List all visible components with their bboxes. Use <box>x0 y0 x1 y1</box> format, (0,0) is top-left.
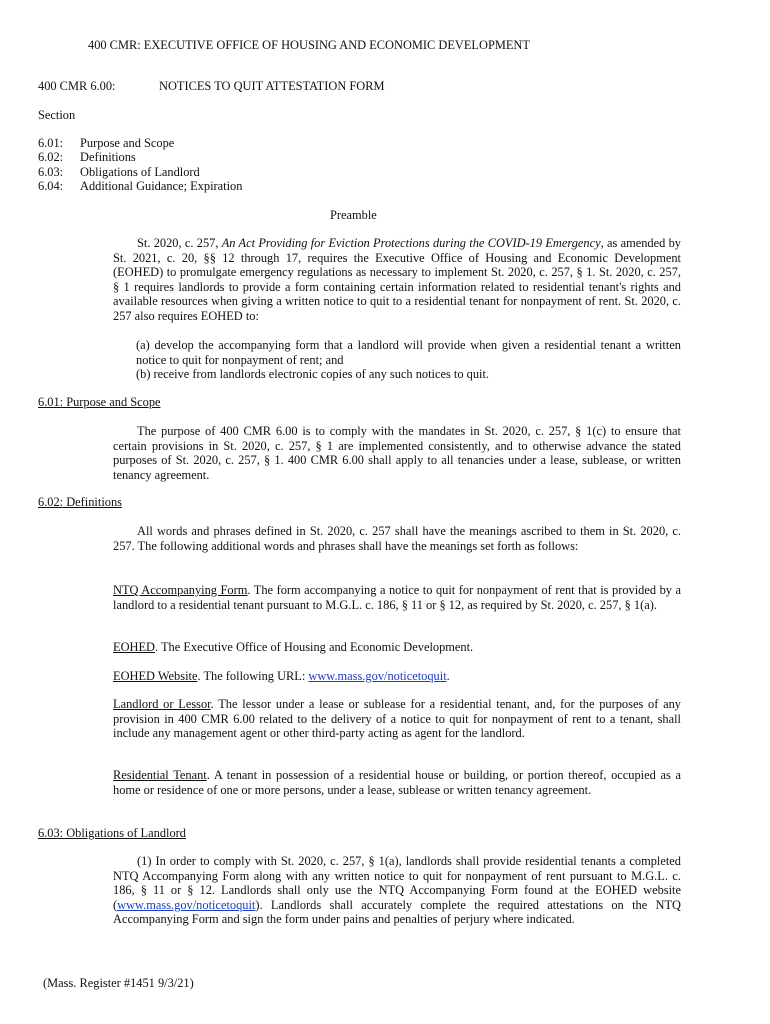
chapter-number: 400 CMR 6.00: <box>38 79 116 93</box>
chapter-title: NOTICES TO QUIT ATTESTATION FORM <box>159 79 385 93</box>
act-title: An Act Providing for Eviction Protections during the COVID-19 Emergency <box>221 236 601 250</box>
definition-term: EOHED <box>113 640 155 654</box>
noticetoquit-link[interactable]: www.mass.gov/noticetoquit <box>117 897 256 912</box>
page-footer: (Mass. Register #1451 9/3/21) <box>43 976 194 990</box>
definition-eohed: EOHED. The Executive Office of Housing and Economic Development. <box>113 640 474 654</box>
section-603-paragraph-1: (1) In order to comply with St. 2020, c. 257, § 1(a), landlords shall provide residential tenants a completed NTQ Accompanying Form along with any written notice to quit for nonpayment of rent pursuant to M.G.L. c. 186, § 11 or § 12. Landlords shall only use the NTQ Accompanying Form found at the EOHED website (www.mass.gov/noticetoquit). Landlords shall accurately complete the required attestations on the NTQ Accompanying Form and sign the form under pains and penalties of perjury where indicated. <box>113 854 681 927</box>
toc-title: Definitions <box>80 150 136 164</box>
running-header: 400 CMR: EXECUTIVE OFFICE OF HOUSING AND ECONOMIC DEVELOPMENT <box>88 38 530 52</box>
definition-eohed-website: EOHED Website. The following URL: www.mass.gov/noticetoquit. <box>113 669 450 683</box>
definition-residential-tenant: Residential Tenant. A tenant in possession of a residential house or building, or portion thereof, occupied as a home or residence of one or more persons, under a lease, sublease or written tenancy agreement. <box>113 768 681 797</box>
toc-title: Purpose and Scope <box>80 136 175 150</box>
preamble-item-b: (b) receive from landlords electronic copies of any such notices to quit. <box>136 367 490 381</box>
toc-num: 6.01: <box>38 136 64 150</box>
section-601-heading: 6.01: Purpose and Scope <box>38 395 161 409</box>
definition-term: NTQ Accompanying Form <box>113 583 248 597</box>
toc-title: Obligations of Landlord <box>80 165 200 179</box>
preamble-lead: St. 2020, c. 257, <box>137 236 222 250</box>
section-602-heading: 6.02: Definitions <box>38 495 122 509</box>
toc-num: 6.03: <box>38 165 64 179</box>
preamble-heading: Preamble <box>330 208 377 222</box>
definition-term: Residential Tenant <box>113 768 207 782</box>
definition-term: Landlord or Lessor <box>113 697 211 711</box>
toc-num: 6.02: <box>38 150 64 164</box>
toc-title: Additional Guidance; Expiration <box>80 179 243 193</box>
definitions-intro: All words and phrases defined in St. 2020, c. 257 shall have the meanings ascribed to them in St. 2020, c. 257. The following additional words and phrases shall have the meanings set forth as follows: <box>113 524 681 553</box>
definition-ntq: NTQ Accompanying Form. The form accompanying a notice to quit for nonpayment of rent that is provided by a landlord to a residential tenant pursuant to M.G.L. c. 186, § 11 or § 12, as required by St. 2020, c. 257, § 1(a). <box>113 583 681 612</box>
eohed-website-link[interactable]: www.mass.gov/noticetoquit <box>308 669 447 683</box>
definition-landlord: Landlord or Lessor. The lessor under a lease or sublease for a residential tenant, and, for the purposes of any provision in 400 CMR 6.00 related to the delivery of a notice to quit for nonpayment of rent to a tenant, shall include any management agent or other third-party acting as agent for the landlord. <box>113 697 681 741</box>
toc-label: Section <box>38 108 76 122</box>
toc-num: 6.04: <box>38 179 64 193</box>
definition-term: EOHED Website <box>113 669 198 683</box>
preamble-paragraph <box>113 236 681 324</box>
preamble-rest: , as amended by St. 2021, c. 20, §§ 12 through 17, requires the Executive Office of Housing and Economic Development (EOHED) to promulgate emergency regulations as necessary to implement St. 2020, c. 257, § 1. St. 2020, c. 257, § 1 requires landlords to provide a form containing certain information related to residential tenant's rights and available resources when giving a written notice to quit to a residential tenant for nonpayment of rent. St. 2020, c. 257 also requires EOHED to: <box>113 236 681 323</box>
preamble-item-a: (a) develop the accompanying form that a landlord will provide when given a residential tenant a written notice to quit for nonpayment of rent; and <box>136 338 681 367</box>
section-603-heading: 6.03: Obligations of Landlord <box>38 826 186 840</box>
section-601-body: The purpose of 400 CMR 6.00 is to comply with the mandates in St. 2020, c. 257, § 1(c) to ensure that certain provisions in St. 2020, c. 257, § 1 are implemented consistently, and to otherwise advance the stated purposes of St. 2020, c. 257, § 1. 400 CMR 6.00 shall apply to all tenancies under a lease, sublease, or written tenancy agreement. <box>113 424 681 482</box>
